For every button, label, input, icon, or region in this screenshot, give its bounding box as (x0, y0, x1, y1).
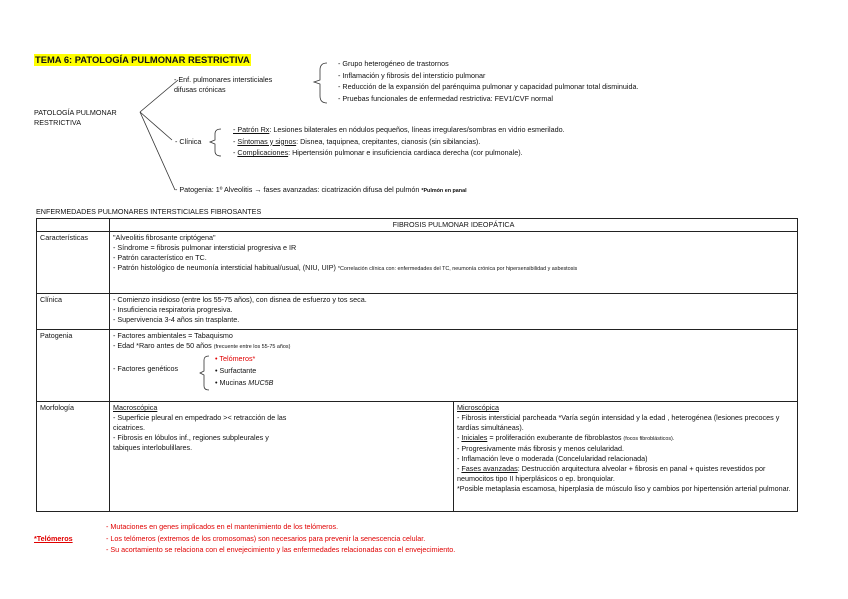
enf-item: - Inflamación y fibrosis del intersticio pulmonar (338, 70, 486, 80)
table-row (37, 402, 798, 512)
clinica-item: - Complicaciones: Hipertensión pulmonar e insuficiencia cardiaca derecha (cor pulmonale). (233, 148, 523, 157)
section-title: ENFERMEDADES PULMONARES INTERSTICIALES FIBROSANTES (36, 207, 262, 216)
row-label: Características (37, 232, 110, 294)
clinica-item: - Patrón Rx: Lesiones bilaterales en nódulos pequeños, líneas irregulares/sombras en vidrio esmerilado. (233, 125, 565, 134)
telomeros-label: *Telómeros (34, 534, 73, 543)
table-row (37, 294, 798, 330)
enf-item: - Pruebas funcionales de enfermedad restrictiva: FEV1/CVF normal (338, 93, 553, 103)
telomeros-item: - Su acortamiento se relaciona con el envejecimiento y las enfermedades relacionadas con el envejecimiento. (106, 545, 456, 554)
telomeros-item: - Mutaciones en genes implicados en el mantenimiento de los telómeros. (106, 522, 339, 531)
table-row (37, 232, 798, 294)
fpi-table (36, 218, 798, 512)
row-content: "Alveolitis fibrosante criptógena" - Síndrome = fibrosis pulmonar intersticial progresiva e IR - Patrón característico en TC. - Patrón histológico de neumonía intersticial habitual/usual, (NIU, UIP) *Correlación clínica con: enfermedades del TC, neumonía crónica por hipersensibilidad y asbestosis (110, 232, 798, 294)
page-title: TEMA 6: PATOLOGÍA PULMONAR RESTRICTIVA (35, 54, 250, 65)
table-header-row (37, 219, 798, 232)
row-content: - Factores ambientales = Tabaquismo - Edad *Raro antes de 50 años (frecuente entre los 55-75 años) - Factores genéticos • Telómeros* • Surfactante • Mucinas MUC5B (110, 330, 798, 402)
row-content: - Comienzo insidioso (entre los 55-75 años), con disnea de esfuerzo y tos seca. - Insuficiencia respiratoria progresiva. - Supervivencia 3-4 años sin trasplante. (110, 294, 798, 330)
geneticos-group: - Factores genéticos • Telómeros* • Surfactante • Mucinas MUC5B (113, 354, 794, 392)
geneticos-brace (199, 354, 211, 392)
enf-label: - Enf. pulmonares intersticiales difusas crónicas (174, 75, 273, 94)
enf-items (338, 58, 638, 104)
table-row (37, 330, 798, 402)
micro-cell: Microscópica - Fibrosis intersticial parcheada *Varía según intensidad y la edad , heterogénea (lesiones precoces y tardías simultáneas). - Iniciales = proliferación exuberante de fibroblastos (focos fibroblásticos). - Progresivamente más fibrosis y menos celularidad. - Inflamación leve o moderada (Concelularidad relacionada) - Fases avanzadas: Destrucción arquitectura alveolar + fibrosis en panal + quistes revestidos por neumocitos tipo II hiperplásicos o ep. bronquiolar. *Posible metaplasia escamosa, hiperplasia de músculo liso y cambios por hipertensión arterial pulmonar. (454, 402, 798, 512)
enf-item: - Reducción de la expansión del parénquima pulmonar y capacidad pulmonar total disminuida. (338, 82, 639, 91)
telomeros-item: - Los telómeros (extremos de los cromosomas) son necesarios para prevenir la senescencia celular. (106, 533, 426, 543)
table-header: FIBROSIS PULMONAR IDEOPÁTICA (110, 219, 798, 232)
clinica-item: - Síntomas y signos: Disnea, taquipnea, crepitantes, cianosis (sin sibilancias). (233, 136, 481, 146)
root-label: PATOLOGÍA PULMONAR RESTRICTIVA (34, 108, 117, 127)
clinica-label: - Clínica (175, 137, 202, 146)
macro-cell: Macroscópica - Superficie pleural en empedrado >< retracción de las cicatrices. - Fibrosis en lóbulos inf., regiones subpleurales y tabiques interlobulillares. (110, 402, 454, 512)
enf-item: - Grupo heterogéneo de trastornos (338, 59, 449, 68)
row-label: Patogenia (37, 330, 110, 402)
patogenia-branch: - Patogenia: 1º Alveolitis → fases avanzadas: cicatrización difusa del pulmón *Pulmón en panal (175, 185, 467, 194)
clinica-items (233, 124, 565, 159)
row-label: Morfología (37, 402, 110, 512)
row-label: Clínica (37, 294, 110, 330)
telomeros-items (106, 521, 455, 556)
